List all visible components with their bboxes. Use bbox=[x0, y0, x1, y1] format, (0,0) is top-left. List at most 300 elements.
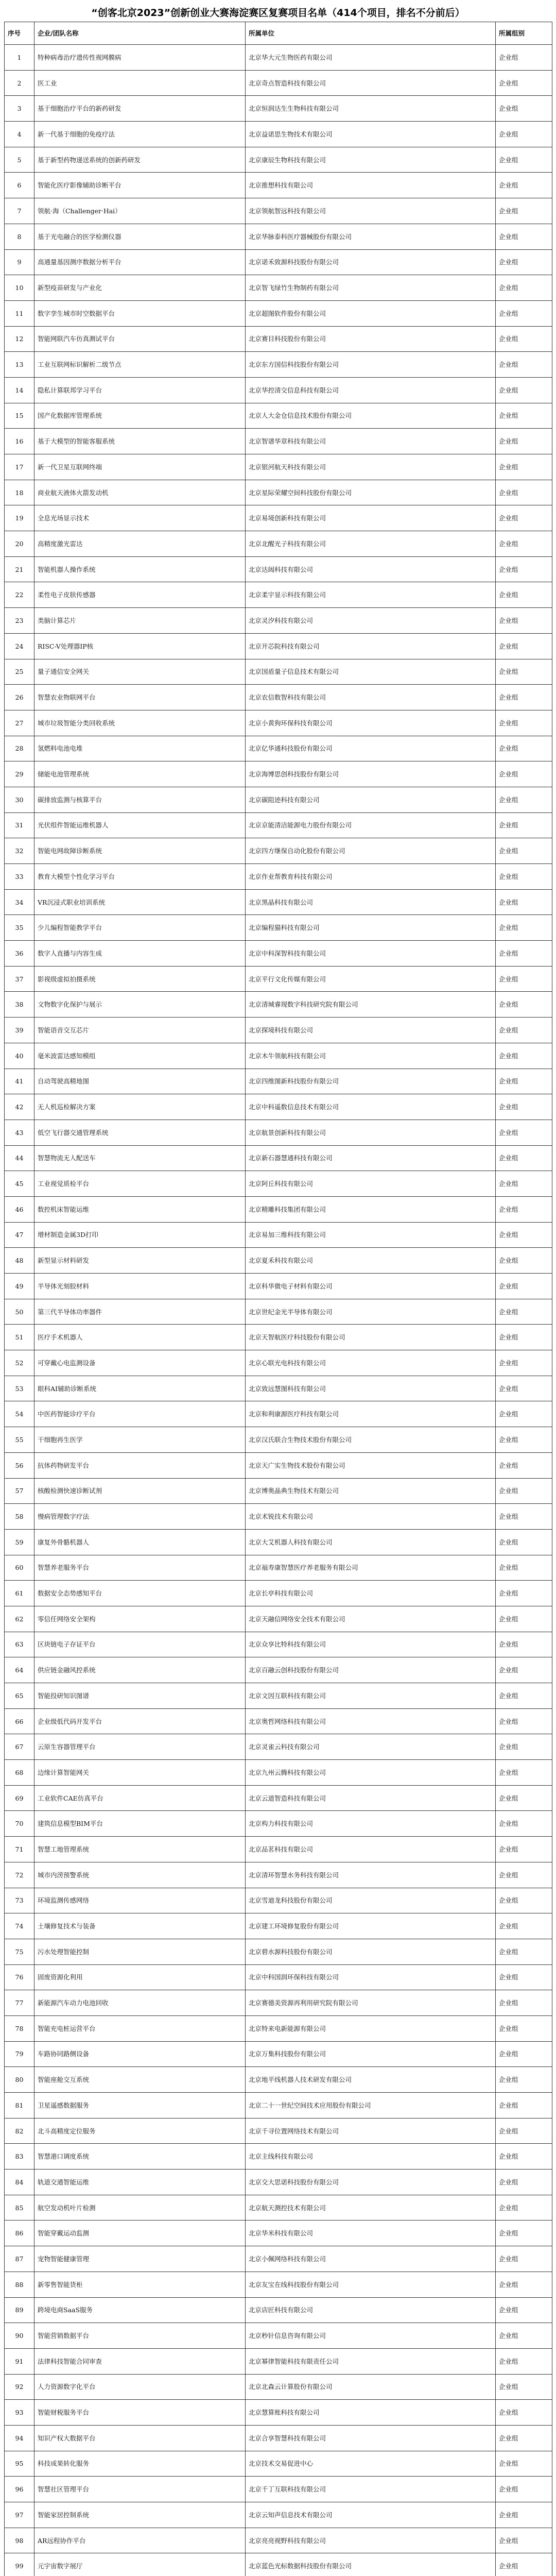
row-project-name: 区块链电子存证平台 bbox=[34, 1632, 246, 1657]
table-row bbox=[5, 1427, 552, 1453]
table-row bbox=[5, 1657, 552, 1683]
row-unit: 北京平行文化传媒有限公司 bbox=[246, 966, 496, 992]
row-unit: 北京易境创新科技有限公司 bbox=[246, 505, 496, 531]
row-group: 企业组 bbox=[496, 326, 552, 352]
row-group: 企业组 bbox=[496, 1657, 552, 1683]
row-index: 26 bbox=[5, 685, 34, 710]
row-unit: 北京星际荣耀空间科技股份有限公司 bbox=[246, 480, 496, 505]
table-row bbox=[5, 2041, 552, 2067]
table-row bbox=[5, 122, 552, 147]
table-row bbox=[5, 300, 552, 326]
row-group: 企业组 bbox=[496, 1811, 552, 1837]
row-index: 51 bbox=[5, 1325, 34, 1350]
row-index: 64 bbox=[5, 1657, 34, 1683]
table-row bbox=[5, 2528, 552, 2553]
row-group: 企业组 bbox=[496, 122, 552, 147]
row-unit: 北京建工环境修复股份有限公司 bbox=[246, 1913, 496, 1939]
table-row bbox=[5, 1734, 552, 1760]
row-project-name: 零信任网络安全架构 bbox=[34, 1606, 246, 1632]
table-row bbox=[5, 966, 552, 992]
row-unit: 北京云知声信息技术有限公司 bbox=[246, 2502, 496, 2528]
row-index: 54 bbox=[5, 1401, 34, 1427]
row-project-name: 基于光电融合的医学检测仪器 bbox=[34, 224, 246, 249]
row-project-name: 智能营销数据平台 bbox=[34, 2323, 246, 2349]
row-project-name: 智慧社区管理平台 bbox=[34, 2477, 246, 2502]
row-index: 35 bbox=[5, 915, 34, 941]
row-index: 19 bbox=[5, 505, 34, 531]
row-index: 5 bbox=[5, 147, 34, 173]
table-row bbox=[5, 480, 552, 505]
table-row bbox=[5, 1401, 552, 1427]
row-project-name: 边缘计算智能网关 bbox=[34, 1760, 246, 1786]
row-index: 62 bbox=[5, 1606, 34, 1632]
table-row bbox=[5, 147, 552, 173]
row-index: 45 bbox=[5, 1171, 34, 1197]
row-index: 6 bbox=[5, 173, 34, 198]
row-group: 企业组 bbox=[496, 1734, 552, 1760]
row-unit: 北京慧算账科技有限公司 bbox=[246, 2400, 496, 2426]
row-project-name: 工业互联网标识解析二级节点 bbox=[34, 352, 246, 378]
row-group: 企业组 bbox=[496, 1299, 552, 1325]
table-row bbox=[5, 429, 552, 454]
row-group: 企业组 bbox=[496, 2015, 552, 2041]
row-project-name: 轨道交通智能运维 bbox=[34, 2170, 246, 2195]
row-project-name: 智能投研知识图谱 bbox=[34, 1683, 246, 1709]
table-row bbox=[5, 1043, 552, 1069]
row-unit: 北京银河航天科技有限公司 bbox=[246, 454, 496, 480]
row-group: 企业组 bbox=[496, 941, 552, 967]
row-project-name: 隐私计算联邦学习平台 bbox=[34, 377, 246, 403]
table-row bbox=[5, 761, 552, 787]
table-row bbox=[5, 198, 552, 224]
row-unit: 北京夏禾科技有限公司 bbox=[246, 1248, 496, 1274]
row-unit: 北京中科国润环保科技有限公司 bbox=[246, 1964, 496, 1990]
row-index: 68 bbox=[5, 1760, 34, 1786]
row-project-name: 智能机器人操作系统 bbox=[34, 556, 246, 582]
row-group: 企业组 bbox=[496, 761, 552, 787]
row-index: 3 bbox=[5, 96, 34, 122]
table-row bbox=[5, 1274, 552, 1299]
row-group: 企业组 bbox=[496, 2093, 552, 2119]
row-index: 76 bbox=[5, 1964, 34, 1990]
row-group: 企业组 bbox=[496, 1120, 552, 1145]
row-group: 企业组 bbox=[496, 2528, 552, 2553]
table-row bbox=[5, 2451, 552, 2477]
row-unit: 北京探境科技有限公司 bbox=[246, 1018, 496, 1043]
row-unit: 北京华米科技有限公司 bbox=[246, 2221, 496, 2246]
row-unit: 北京技术交易促进中心 bbox=[246, 2451, 496, 2477]
row-unit: 北京华大元生物医药有限公司 bbox=[246, 45, 496, 71]
header-project-name: 企业/团队名称 bbox=[34, 22, 246, 45]
row-group: 企业组 bbox=[496, 1145, 552, 1171]
table-row bbox=[5, 326, 552, 352]
row-index: 79 bbox=[5, 2041, 34, 2067]
table-row bbox=[5, 1452, 552, 1478]
row-group: 企业组 bbox=[496, 864, 552, 890]
row-index: 96 bbox=[5, 2477, 34, 2502]
row-project-name: 眼科AI辅助诊断系统 bbox=[34, 1376, 246, 1401]
row-unit: 北京赛目科技股份有限公司 bbox=[246, 326, 496, 352]
row-project-name: 可穿戴心电监测设备 bbox=[34, 1350, 246, 1376]
table-row bbox=[5, 70, 552, 96]
row-project-name: 跨境电商SaaS服务 bbox=[34, 2297, 246, 2323]
row-unit: 北京千寻位置网络技术有限公司 bbox=[246, 2118, 496, 2144]
table-row bbox=[5, 1222, 552, 1248]
row-project-name: 智慧农业物联网平台 bbox=[34, 685, 246, 710]
row-unit: 北京亿华通科技股份有限公司 bbox=[246, 736, 496, 761]
row-unit: 北京蓝色光标数据科技股份有限公司 bbox=[246, 2553, 496, 2576]
row-project-name: 毫米波雷达感知模组 bbox=[34, 1043, 246, 1069]
row-index: 7 bbox=[5, 198, 34, 224]
row-group: 企业组 bbox=[496, 505, 552, 531]
table-row bbox=[5, 2553, 552, 2576]
row-index: 56 bbox=[5, 1452, 34, 1478]
row-project-name: 新一代基于细胞的免疫疗法 bbox=[34, 122, 246, 147]
row-index: 87 bbox=[5, 2246, 34, 2272]
row-index: 92 bbox=[5, 2374, 34, 2400]
row-group: 企业组 bbox=[496, 1325, 552, 1350]
row-index: 73 bbox=[5, 1888, 34, 1913]
row-project-name: 环境监测传感网络 bbox=[34, 1888, 246, 1913]
row-group: 企业组 bbox=[496, 1427, 552, 1453]
row-index: 21 bbox=[5, 556, 34, 582]
row-group: 企业组 bbox=[496, 1990, 552, 2016]
row-unit: 北京华控清交信息科技有限公司 bbox=[246, 377, 496, 403]
row-unit: 北京众享比特科技有限公司 bbox=[246, 1632, 496, 1657]
row-unit: 北京大艾机器人科技有限公司 bbox=[246, 1529, 496, 1555]
row-project-name: AR远程协作平台 bbox=[34, 2528, 246, 2553]
table-row bbox=[5, 787, 552, 812]
row-unit: 北京千丁互联科技有限公司 bbox=[246, 2477, 496, 2502]
row-index: 9 bbox=[5, 249, 34, 275]
row-unit: 北京致远慧图科技有限公司 bbox=[246, 1376, 496, 1401]
row-index: 53 bbox=[5, 1376, 34, 1401]
table-row bbox=[5, 1350, 552, 1376]
row-project-name: 半导体光刻胶材料 bbox=[34, 1274, 246, 1299]
row-index: 66 bbox=[5, 1708, 34, 1734]
row-group: 企业组 bbox=[496, 2272, 552, 2297]
row-index: 61 bbox=[5, 1581, 34, 1606]
row-index: 57 bbox=[5, 1478, 34, 1504]
row-project-name: 康复外骨骼机器人 bbox=[34, 1529, 246, 1555]
table-row bbox=[5, 1785, 552, 1811]
row-index: 37 bbox=[5, 966, 34, 992]
row-project-name: 企业级低代码开发平台 bbox=[34, 1708, 246, 1734]
row-index: 94 bbox=[5, 2425, 34, 2451]
row-project-name: 基于大模型的智能客服系统 bbox=[34, 429, 246, 454]
row-group: 企业组 bbox=[496, 147, 552, 173]
row-project-name: 新型显示材料研发 bbox=[34, 1248, 246, 1274]
table-row bbox=[5, 1862, 552, 1888]
row-group: 企业组 bbox=[496, 96, 552, 122]
row-group: 企业组 bbox=[496, 2297, 552, 2323]
row-unit: 北京智谱华章科技有限公司 bbox=[246, 429, 496, 454]
table-row bbox=[5, 1478, 552, 1504]
row-group: 企业组 bbox=[496, 1683, 552, 1709]
row-unit: 北京构力科技有限公司 bbox=[246, 1811, 496, 1837]
row-group: 企业组 bbox=[496, 2553, 552, 2576]
row-unit: 北京智飞绿竹生物制药有限公司 bbox=[246, 275, 496, 301]
table-row bbox=[5, 1964, 552, 1990]
table-row bbox=[5, 1811, 552, 1837]
row-group: 企业组 bbox=[496, 1350, 552, 1376]
row-project-name: 医疗手术机器人 bbox=[34, 1325, 246, 1350]
table-row bbox=[5, 2297, 552, 2323]
row-index: 47 bbox=[5, 1222, 34, 1248]
row-unit: 北京作业帮教育科技有限公司 bbox=[246, 864, 496, 890]
row-project-name: 污水处理智能控制 bbox=[34, 1939, 246, 1964]
row-unit: 北京地平线机器人技术研发有限公司 bbox=[246, 2067, 496, 2093]
row-project-name: 智慧物流无人配送车 bbox=[34, 1145, 246, 1171]
row-group: 企业组 bbox=[496, 2221, 552, 2246]
row-group: 企业组 bbox=[496, 1581, 552, 1606]
row-project-name: 智能电网故障诊断系统 bbox=[34, 838, 246, 864]
table-row bbox=[5, 1683, 552, 1709]
table-body bbox=[5, 45, 552, 2576]
table-row bbox=[5, 1708, 552, 1734]
row-index: 65 bbox=[5, 1683, 34, 1709]
row-index: 14 bbox=[5, 377, 34, 403]
row-project-name: 土壤修复技术与装备 bbox=[34, 1913, 246, 1939]
row-index: 83 bbox=[5, 2144, 34, 2170]
row-unit: 北京东方国信科技股份有限公司 bbox=[246, 352, 496, 378]
table-row bbox=[5, 1196, 552, 1222]
row-group: 企业组 bbox=[496, 352, 552, 378]
table-row bbox=[5, 1248, 552, 1274]
row-index: 81 bbox=[5, 2093, 34, 2119]
row-group: 企业组 bbox=[496, 1504, 552, 1530]
row-unit: 北京二十一世纪空间技术应用股份有限公司 bbox=[246, 2093, 496, 2119]
table-row bbox=[5, 2067, 552, 2093]
row-project-name: 数控机床智能运维 bbox=[34, 1196, 246, 1222]
row-group: 企业组 bbox=[496, 1069, 552, 1094]
table-header-row bbox=[5, 22, 552, 45]
row-group: 企业组 bbox=[496, 275, 552, 301]
row-project-name: 智慧港口调度系统 bbox=[34, 2144, 246, 2170]
row-project-name: 氢燃料电池电堆 bbox=[34, 736, 246, 761]
row-project-name: 低空飞行器交通管理系统 bbox=[34, 1120, 246, 1145]
row-project-name: 储能电池管理系统 bbox=[34, 761, 246, 787]
row-project-name: 增材制造金属3D打印 bbox=[34, 1222, 246, 1248]
row-project-name: 数字孪生城市时空数据平台 bbox=[34, 300, 246, 326]
table-row bbox=[5, 1145, 552, 1171]
row-unit: 北京博奥晶典生物技术有限公司 bbox=[246, 1478, 496, 1504]
row-group: 企业组 bbox=[496, 915, 552, 941]
row-project-name: 城市内涝预警系统 bbox=[34, 1862, 246, 1888]
row-unit: 北京云道智造科技有限公司 bbox=[246, 1785, 496, 1811]
row-project-name: 碳排放监测与核算平台 bbox=[34, 787, 246, 812]
row-index: 98 bbox=[5, 2528, 34, 2553]
table-row bbox=[5, 1606, 552, 1632]
row-index: 40 bbox=[5, 1043, 34, 1069]
row-group: 企业组 bbox=[496, 1094, 552, 1120]
row-index: 13 bbox=[5, 352, 34, 378]
row-project-name: 类脑计算芯片 bbox=[34, 608, 246, 634]
row-index: 16 bbox=[5, 429, 34, 454]
row-unit: 北京百融云创科技股份有限公司 bbox=[246, 1657, 496, 1683]
row-index: 15 bbox=[5, 403, 34, 429]
row-group: 企业组 bbox=[496, 2170, 552, 2195]
row-unit: 北京中科深智科技有限公司 bbox=[246, 941, 496, 967]
row-unit: 北京碧水源科技股份有限公司 bbox=[246, 1939, 496, 1964]
table-row bbox=[5, 377, 552, 403]
row-group: 企业组 bbox=[496, 787, 552, 812]
table-row bbox=[5, 1376, 552, 1401]
row-index: 74 bbox=[5, 1913, 34, 1939]
row-group: 企业组 bbox=[496, 531, 552, 557]
row-project-name: 干细胞再生医学 bbox=[34, 1427, 246, 1453]
table-row bbox=[5, 2221, 552, 2246]
row-group: 企业组 bbox=[496, 556, 552, 582]
row-project-name: 智能语音交互芯片 bbox=[34, 1018, 246, 1043]
row-unit: 北京阿丘科技有限公司 bbox=[246, 1171, 496, 1197]
row-unit: 北京赛德美资源再利用研究院有限公司 bbox=[246, 1990, 496, 2016]
row-index: 72 bbox=[5, 1862, 34, 1888]
row-group: 企业组 bbox=[496, 2374, 552, 2400]
table-row bbox=[5, 1018, 552, 1043]
table-row bbox=[5, 505, 552, 531]
row-project-name: 领航·海（Challenger·Hai） bbox=[34, 198, 246, 224]
row-group: 企业组 bbox=[496, 2041, 552, 2067]
row-index: 32 bbox=[5, 838, 34, 864]
row-unit: 北京推想科技有限公司 bbox=[246, 173, 496, 198]
row-unit: 北京和利康源医疗科技有限公司 bbox=[246, 1401, 496, 1427]
table-row bbox=[5, 2400, 552, 2426]
row-index: 90 bbox=[5, 2323, 34, 2349]
row-unit: 北京秒针信息咨询有限公司 bbox=[246, 2323, 496, 2349]
row-index: 10 bbox=[5, 275, 34, 301]
row-group: 企业组 bbox=[496, 2067, 552, 2093]
row-index: 1 bbox=[5, 45, 34, 71]
row-unit: 北京交大思诺科技股份有限公司 bbox=[246, 2170, 496, 2195]
row-project-name: 基于新型药物递送系统的创新药研发 bbox=[34, 147, 246, 173]
row-project-name: 智能化医疗影像辅助诊断平台 bbox=[34, 173, 246, 198]
row-unit: 北京小佩网络科技有限公司 bbox=[246, 2246, 496, 2272]
row-index: 82 bbox=[5, 2118, 34, 2144]
row-index: 41 bbox=[5, 1069, 34, 1094]
table-row bbox=[5, 1581, 552, 1606]
row-group: 企业组 bbox=[496, 1888, 552, 1913]
table-row bbox=[5, 1094, 552, 1120]
row-index: 30 bbox=[5, 787, 34, 812]
table-row bbox=[5, 45, 552, 71]
row-unit: 北京海博思创科技股份有限公司 bbox=[246, 761, 496, 787]
table-row bbox=[5, 889, 552, 915]
table-row bbox=[5, 1120, 552, 1145]
row-unit: 北京康辰生物科技有限公司 bbox=[246, 147, 496, 173]
row-index: 49 bbox=[5, 1274, 34, 1299]
row-project-name: 建筑信息模型BIM平台 bbox=[34, 1811, 246, 1837]
row-unit: 北京科华微电子材料有限公司 bbox=[246, 1274, 496, 1299]
row-project-name: 北斗高精度定位服务 bbox=[34, 2118, 246, 2144]
document-title: “创客北京2023”创新创业大赛海淀赛区复赛项目名单（414个项目，排名不分前后） bbox=[91, 7, 465, 19]
row-index: 31 bbox=[5, 812, 34, 838]
row-index: 17 bbox=[5, 454, 34, 480]
row-unit: 北京黑晶科技有限公司 bbox=[246, 889, 496, 915]
row-index: 99 bbox=[5, 2553, 34, 2576]
row-project-name: 无人机巡检解决方案 bbox=[34, 1094, 246, 1120]
row-group: 企业组 bbox=[496, 1862, 552, 1888]
row-group: 企业组 bbox=[496, 2323, 552, 2349]
row-project-name: 法律科技智能合同审查 bbox=[34, 2348, 246, 2374]
row-project-name: 少儿编程智能教学平台 bbox=[34, 915, 246, 941]
row-group: 企业组 bbox=[496, 992, 552, 1018]
table-row bbox=[5, 2246, 552, 2272]
row-group: 企业组 bbox=[496, 1555, 552, 1581]
row-project-name: 智能财税服务平台 bbox=[34, 2400, 246, 2426]
row-unit: 北京天智航医疗科技股份有限公司 bbox=[246, 1325, 496, 1350]
row-unit: 北京北醒光子科技有限公司 bbox=[246, 531, 496, 557]
row-index: 84 bbox=[5, 2170, 34, 2195]
row-unit: 北京四维图新科技股份有限公司 bbox=[246, 1069, 496, 1094]
row-index: 8 bbox=[5, 224, 34, 249]
table-row bbox=[5, 2374, 552, 2400]
row-index: 25 bbox=[5, 659, 34, 685]
row-project-name: 第三代半导体功率器件 bbox=[34, 1299, 246, 1325]
table-row bbox=[5, 173, 552, 198]
table-row bbox=[5, 2348, 552, 2374]
row-project-name: 卫星遥感数据服务 bbox=[34, 2093, 246, 2119]
row-group: 企业组 bbox=[496, 403, 552, 429]
row-unit: 北京益诺思生物技术有限公司 bbox=[246, 122, 496, 147]
row-index: 55 bbox=[5, 1427, 34, 1453]
row-unit: 北京诺禾致源科技股份有限公司 bbox=[246, 249, 496, 275]
row-project-name: 供应链金融风控系统 bbox=[34, 1657, 246, 1683]
table-row bbox=[5, 2272, 552, 2297]
row-group: 企业组 bbox=[496, 2425, 552, 2451]
row-index: 60 bbox=[5, 1555, 34, 1581]
row-group: 企业组 bbox=[496, 633, 552, 659]
row-project-name: 自动驾驶高精地图 bbox=[34, 1069, 246, 1094]
table-row bbox=[5, 864, 552, 890]
row-project-name: 核酸检测快速诊断试剂 bbox=[34, 1478, 246, 1504]
table-row bbox=[5, 2093, 552, 2119]
row-group: 企业组 bbox=[496, 2195, 552, 2221]
row-index: 44 bbox=[5, 1145, 34, 1171]
row-unit: 北京长亭科技有限公司 bbox=[246, 1581, 496, 1606]
row-project-name: 国产化数据库管理系统 bbox=[34, 403, 246, 429]
row-index: 43 bbox=[5, 1120, 34, 1145]
row-project-name: 数据安全态势感知平台 bbox=[34, 1581, 246, 1606]
row-index: 91 bbox=[5, 2348, 34, 2374]
table-row bbox=[5, 1632, 552, 1657]
row-unit: 北京福寿康智慧医疗养老服务有限公司 bbox=[246, 1555, 496, 1581]
row-group: 企业组 bbox=[496, 2246, 552, 2272]
row-group: 企业组 bbox=[496, 685, 552, 710]
table-row bbox=[5, 812, 552, 838]
row-group: 企业组 bbox=[496, 429, 552, 454]
row-project-name: 智慧养老服务平台 bbox=[34, 1555, 246, 1581]
row-unit: 北京华脉泰科医疗器械股份有限公司 bbox=[246, 224, 496, 249]
row-group: 企业组 bbox=[496, 480, 552, 505]
table-row bbox=[5, 1299, 552, 1325]
row-project-name: 云原生容器管理平台 bbox=[34, 1734, 246, 1760]
table-row bbox=[5, 1939, 552, 1964]
table-row bbox=[5, 352, 552, 378]
row-project-name: 光伏组件智能运维机器人 bbox=[34, 812, 246, 838]
row-group: 企业组 bbox=[496, 582, 552, 608]
table-row bbox=[5, 1888, 552, 1913]
row-project-name: 科技成果转化服务 bbox=[34, 2451, 246, 2477]
row-unit: 北京奥哲网络科技有限公司 bbox=[246, 1708, 496, 1734]
header-group: 所属组别 bbox=[496, 22, 552, 45]
row-unit: 北京合享智慧科技有限公司 bbox=[246, 2425, 496, 2451]
row-index: 11 bbox=[5, 300, 34, 326]
row-index: 78 bbox=[5, 2015, 34, 2041]
row-unit: 北京灵雀云科技有限公司 bbox=[246, 1734, 496, 1760]
row-index: 86 bbox=[5, 2221, 34, 2246]
table-row bbox=[5, 659, 552, 685]
